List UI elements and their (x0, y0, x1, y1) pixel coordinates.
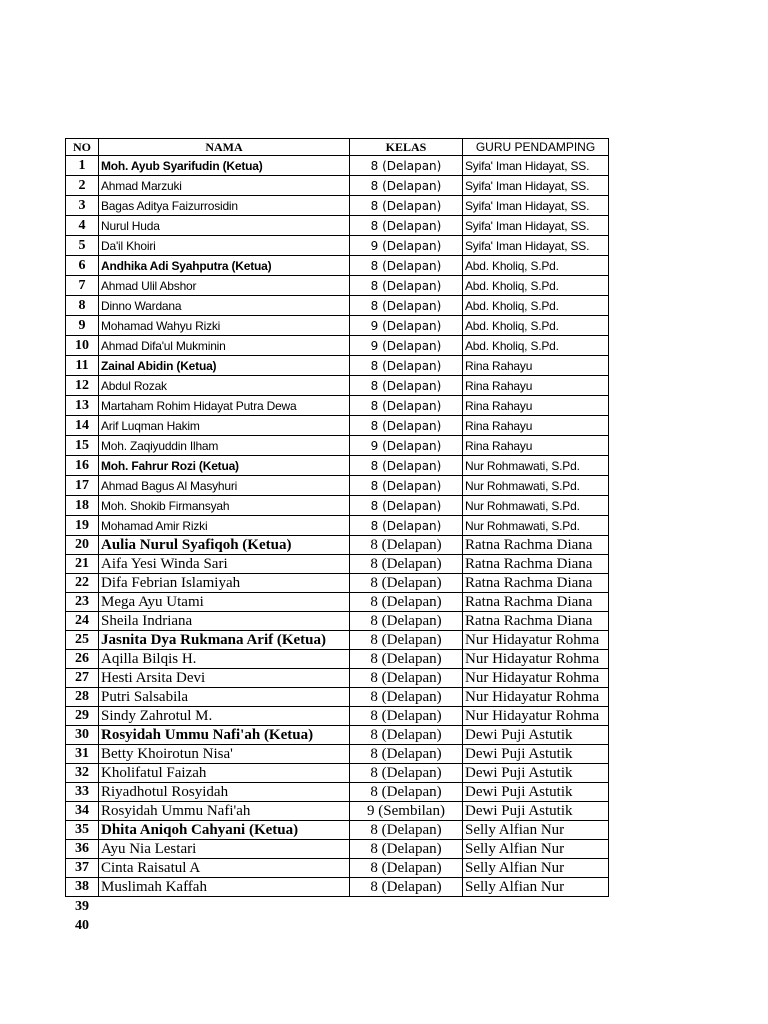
cell-guru: Nur Hidayatur Rohma (463, 669, 609, 688)
cell-guru: Rina Rahayu (463, 436, 609, 456)
cell-guru: Selly Alfian Nur (463, 859, 609, 878)
table-row (66, 496, 609, 516)
cell-nama: Martaham Rohim Hidayat Putra Dewa (99, 396, 350, 416)
cell-kelas: 8 (Delapan) (350, 707, 463, 726)
cell-no: 8 (66, 296, 99, 316)
cell-nama: Ahmad Marzuki (99, 176, 350, 196)
cell-kelas: 8 (Delapan) (350, 764, 463, 783)
cell-nama: Da'il Khoiri (99, 236, 350, 256)
cell-no: 1 (66, 156, 99, 176)
table-row (66, 764, 609, 783)
cell-kelas: 8 (Delapan) (350, 516, 463, 536)
cell-kelas: 8 (Delapan) (350, 555, 463, 574)
cell-nama: Bagas Aditya Faizurrosidin (99, 196, 350, 216)
table-row (66, 476, 609, 496)
cell-kelas: 8 (Delapan) (350, 669, 463, 688)
empty-row (66, 897, 609, 917)
cell-guru: Abd. Kholiq, S.Pd. (463, 296, 609, 316)
table-row (66, 376, 609, 396)
cell-no: 17 (66, 476, 99, 496)
table-row (66, 859, 609, 878)
cell-guru: Nur Rohmawati, S.Pd. (463, 516, 609, 536)
cell-guru: Syifa' Iman Hidayat, SS. (463, 176, 609, 196)
cell-nama: Sheila Indriana (99, 612, 350, 631)
cell-kelas: 8 (Delapan) (350, 456, 463, 476)
cell-guru: Syifa' Iman Hidayat, SS. (463, 156, 609, 176)
cell-guru: Selly Alfian Nur (463, 840, 609, 859)
empty-row (66, 916, 609, 935)
cell-no: 15 (66, 436, 99, 456)
table-row (66, 416, 609, 436)
cell-no: 38 (66, 878, 99, 897)
cell-kelas: 8 (Delapan) (350, 612, 463, 631)
table-row (66, 296, 609, 316)
table-row (66, 336, 609, 356)
cell-kelas: 8 (Delapan) (350, 688, 463, 707)
cell-kelas: 8 (Delapan) (350, 745, 463, 764)
cell-kelas: 8 (Delapan) (350, 878, 463, 897)
cell-no: 2 (66, 176, 99, 196)
cell-kelas: 9 (Delapan) (350, 316, 463, 336)
cell-guru: Dewi Puji Astutik (463, 764, 609, 783)
cell-kelas: 8 (Delapan) (350, 176, 463, 196)
table-row (66, 555, 609, 574)
cell-nama: Ahmad Ulil Abshor (99, 276, 350, 296)
empty-cell (463, 897, 609, 917)
cell-kelas: 8 (Delapan) (350, 156, 463, 176)
cell-no: 26 (66, 650, 99, 669)
table-row (66, 783, 609, 802)
cell-guru: Syifa' Iman Hidayat, SS. (463, 196, 609, 216)
cell-no: 13 (66, 396, 99, 416)
empty-cell (463, 916, 609, 935)
header-kelas: KELAS (350, 139, 463, 156)
cell-nama: Nurul Huda (99, 216, 350, 236)
cell-no: 18 (66, 496, 99, 516)
cell-no: 30 (66, 726, 99, 745)
table-row (66, 574, 609, 593)
cell-guru: Rina Rahayu (463, 416, 609, 436)
cell-guru: Nur Rohmawati, S.Pd. (463, 496, 609, 516)
cell-kelas: 8 (Delapan) (350, 496, 463, 516)
cell-guru: Rina Rahayu (463, 356, 609, 376)
cell-nama: Cinta Raisatul A (99, 859, 350, 878)
cell-no: 14 (66, 416, 99, 436)
cell-guru: Abd. Kholiq, S.Pd. (463, 316, 609, 336)
table-row (66, 878, 609, 897)
cell-guru: Ratna Rachma Diana (463, 574, 609, 593)
table-header-row (66, 139, 609, 156)
table-row (66, 745, 609, 764)
table-row (66, 536, 609, 555)
table-row (66, 726, 609, 745)
table-body (66, 156, 609, 936)
table-row (66, 176, 609, 196)
cell-kelas: 8 (Delapan) (350, 821, 463, 840)
cell-nama: Rosyidah Ummu Nafi'ah (99, 802, 350, 821)
header-no: NO (66, 139, 99, 156)
table-row (66, 612, 609, 631)
cell-guru: Ratna Rachma Diana (463, 555, 609, 574)
cell-guru: Ratna Rachma Diana (463, 536, 609, 555)
cell-nama: Betty Khoirotun Nisa' (99, 745, 350, 764)
cell-kelas: 8 (Delapan) (350, 840, 463, 859)
cell-guru: Dewi Puji Astutik (463, 783, 609, 802)
table-row (66, 316, 609, 336)
table-row (66, 650, 609, 669)
cell-no: 10 (66, 336, 99, 356)
cell-kelas: 8 (Delapan) (350, 256, 463, 276)
cell-kelas: 8 (Delapan) (350, 783, 463, 802)
cell-guru: Rina Rahayu (463, 396, 609, 416)
cell-kelas: 8 (Delapan) (350, 476, 463, 496)
cell-no: 34 (66, 802, 99, 821)
cell-kelas: 8 (Delapan) (350, 276, 463, 296)
cell-kelas: 8 (Delapan) (350, 196, 463, 216)
cell-no: 39 (75, 898, 89, 914)
table-row (66, 802, 609, 821)
cell-nama: Rosyidah Ummu Nafi'ah (Ketua) (99, 726, 350, 745)
student-roster-table (65, 138, 609, 935)
empty-cell (350, 897, 463, 917)
cell-no: 22 (66, 574, 99, 593)
cell-no: 5 (66, 236, 99, 256)
cell-guru: Rina Rahayu (463, 376, 609, 396)
cell-kelas: 8 (Delapan) (350, 296, 463, 316)
cell-nama: Moh. Ayub Syarifudin (Ketua) (99, 156, 350, 176)
table-row (66, 688, 609, 707)
cell-kelas: 9 (Delapan) (350, 236, 463, 256)
cell-nama: Ahmad Difa'ul Mukminin (99, 336, 350, 356)
cell-no: 27 (66, 669, 99, 688)
table-row (66, 631, 609, 650)
cell-nama: Mohamad Amir Rizki (99, 516, 350, 536)
cell-no: 35 (66, 821, 99, 840)
cell-nama: Andhika Adi Syahputra (Ketua) (99, 256, 350, 276)
cell-no: 28 (66, 688, 99, 707)
table-row (66, 821, 609, 840)
cell-nama: Ahmad Bagus Al Masyhuri (99, 476, 350, 496)
cell-guru: Dewi Puji Astutik (463, 745, 609, 764)
cell-kelas: 9 (Delapan) (350, 436, 463, 456)
cell-no: 3 (66, 196, 99, 216)
table-row (66, 156, 609, 176)
cell-kelas: 9 (Delapan) (350, 336, 463, 356)
cell-guru: Syifa' Iman Hidayat, SS. (463, 216, 609, 236)
cell-no: 32 (66, 764, 99, 783)
table-row (66, 669, 609, 688)
cell-guru: Syifa' Iman Hidayat, SS. (463, 236, 609, 256)
cell-nama: Aulia Nurul Syafiqoh (Ketua) (99, 536, 350, 555)
cell-kelas: 8 (Delapan) (350, 536, 463, 555)
cell-nama: Ayu Nia Lestari (99, 840, 350, 859)
cell-nama: Dhita Aniqoh Cahyani (Ketua) (99, 821, 350, 840)
cell-guru: Nur Rohmawati, S.Pd. (463, 456, 609, 476)
cell-no: 36 (66, 840, 99, 859)
cell-guru: Abd. Kholiq, S.Pd. (463, 256, 609, 276)
cell-nama: Dinno Wardana (99, 296, 350, 316)
cell-guru: Nur Rohmawati, S.Pd. (463, 476, 609, 496)
cell-no: 7 (66, 276, 99, 296)
table-row (66, 236, 609, 256)
cell-no: 25 (66, 631, 99, 650)
cell-no: 6 (66, 256, 99, 276)
cell-guru: Nur Hidayatur Rohma (463, 650, 609, 669)
cell-nama: Kholifatul Faizah (99, 764, 350, 783)
cell-kelas: 8 (Delapan) (350, 593, 463, 612)
cell-no: 21 (66, 555, 99, 574)
cell-nama: Riyadhotul Rosyidah (99, 783, 350, 802)
cell-kelas: 9 (Sembilan) (350, 802, 463, 821)
cell-no: 9 (66, 316, 99, 336)
cell-guru: Ratna Rachma Diana (463, 612, 609, 631)
cell-nama: Mega Ayu Utami (99, 593, 350, 612)
cell-kelas: 8 (Delapan) (350, 650, 463, 669)
cell-guru: Nur Hidayatur Rohma (463, 631, 609, 650)
cell-no: 40 (75, 917, 89, 933)
cell-no: 11 (66, 356, 99, 376)
cell-no: 29 (66, 707, 99, 726)
cell-nama: Hesti Arsita Devi (99, 669, 350, 688)
table-row (66, 707, 609, 726)
cell-kelas: 8 (Delapan) (350, 376, 463, 396)
cell-no: 16 (66, 456, 99, 476)
cell-nama: Abdul Rozak (99, 376, 350, 396)
cell-no: 37 (66, 859, 99, 878)
cell-nama: Mohamad Wahyu Rizki (99, 316, 350, 336)
cell-no: 31 (66, 745, 99, 764)
table-row (66, 356, 609, 376)
cell-nama: Jasnita Dya Rukmana Arif (Ketua) (99, 631, 350, 650)
table-row (66, 436, 609, 456)
cell-nama: Moh. Zaqiyuddin Ilham (99, 436, 350, 456)
cell-kelas: 8 (Delapan) (350, 859, 463, 878)
table-row (66, 276, 609, 296)
cell-no: 19 (66, 516, 99, 536)
cell-kelas: 8 (Delapan) (350, 416, 463, 436)
cell-guru: Nur Hidayatur Rohma (463, 688, 609, 707)
table-row (66, 593, 609, 612)
table-row (66, 216, 609, 236)
cell-nama: Aifa Yesi Winda Sari (99, 555, 350, 574)
cell-no: 33 (66, 783, 99, 802)
cell-guru: Dewi Puji Astutik (463, 726, 609, 745)
empty-cell (99, 916, 350, 935)
cell-guru: Nur Hidayatur Rohma (463, 707, 609, 726)
cell-nama: Zainal Abidin (Ketua) (99, 356, 350, 376)
cell-nama: Difa Febrian Islamiyah (99, 574, 350, 593)
cell-no: 23 (66, 593, 99, 612)
cell-kelas: 8 (Delapan) (350, 216, 463, 236)
table-row (66, 196, 609, 216)
header-guru-pendamping: GURU PENDAMPING (463, 139, 609, 156)
cell-guru: Selly Alfian Nur (463, 821, 609, 840)
cell-guru: Ratna Rachma Diana (463, 593, 609, 612)
cell-nama: Putri Salsabila (99, 688, 350, 707)
header-nama: NAMA (99, 139, 350, 156)
table-row (66, 516, 609, 536)
cell-nama: Moh. Shokib Firmansyah (99, 496, 350, 516)
table-row (66, 396, 609, 416)
empty-cell (99, 897, 350, 917)
cell-kelas: 8 (Delapan) (350, 574, 463, 593)
cell-guru: Abd. Kholiq, S.Pd. (463, 336, 609, 356)
cell-guru: Dewi Puji Astutik (463, 802, 609, 821)
cell-no: 24 (66, 612, 99, 631)
table-row (66, 840, 609, 859)
cell-guru: Selly Alfian Nur (463, 878, 609, 897)
cell-nama: Arif Luqman Hakim (99, 416, 350, 436)
cell-kelas: 8 (Delapan) (350, 356, 463, 376)
cell-nama: Muslimah Kaffah (99, 878, 350, 897)
cell-kelas: 8 (Delapan) (350, 396, 463, 416)
cell-nama: Moh. Fahrur Rozi (Ketua) (99, 456, 350, 476)
table-row (66, 256, 609, 276)
cell-nama: Sindy Zahrotul M. (99, 707, 350, 726)
table-row (66, 456, 609, 476)
cell-no: 4 (66, 216, 99, 236)
empty-cell (350, 916, 463, 935)
cell-guru: Abd. Kholiq, S.Pd. (463, 276, 609, 296)
cell-kelas: 8 (Delapan) (350, 631, 463, 650)
cell-kelas: 8 (Delapan) (350, 726, 463, 745)
cell-no: 12 (66, 376, 99, 396)
cell-nama: Aqilla Bilqis H. (99, 650, 350, 669)
cell-no: 20 (66, 536, 99, 555)
